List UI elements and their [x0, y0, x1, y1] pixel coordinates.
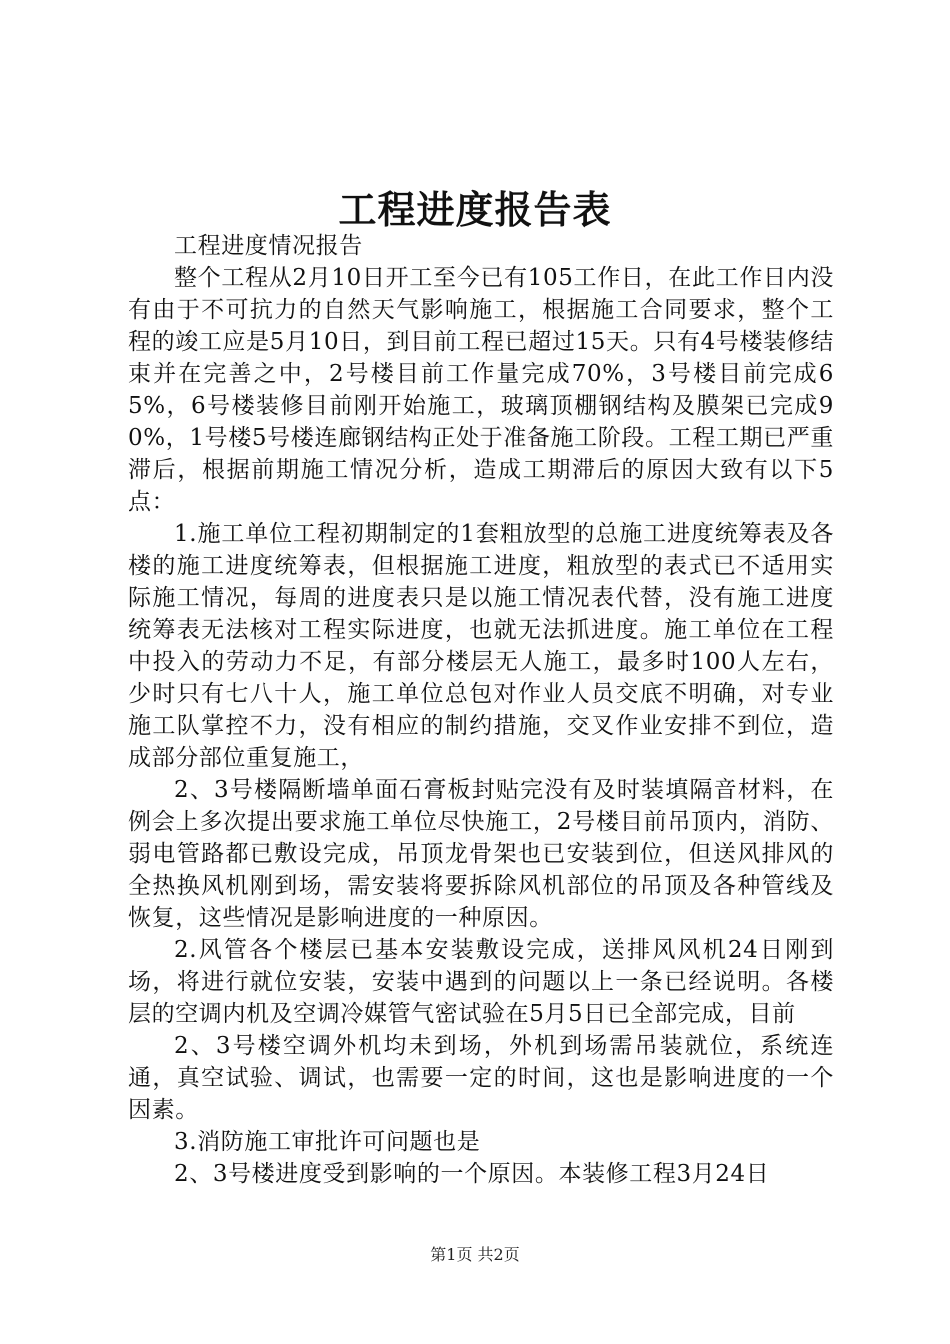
page-number: 第1页 共2页	[430, 1245, 520, 1264]
paragraph: 整个工程从2月10日开工至今已有105工作日，在此工作日内没有由于不可抗力的自然天气影响施工，根据施工合同要求，整个工程的竣工应是5月10日，到目前工程已超过15天。只有4号楼装修结束并在完善之中，2号楼目前工作量完成70%，3号楼目前完成65%，6号楼装修目前刚开始施工，玻璃顶棚钢结构及膜架已完成90%，1号楼5号楼连廊钢结构正处于准备施工阶段。工程工期已严重滞后，根据前期施工情况分析，造成工期滞后的原因大致有以下5点：	[128, 265, 834, 515]
page-title: 工程进度报告表	[338, 187, 612, 232]
paragraph: 2.风管各个楼层已基本安装敷设完成，送排风风机24日刚到场，将进行就位安装，安装中遇到的问题以上一条已经说明。各楼层的空调内机及空调冷媒管气密试验在5月5日已全部完成，目前	[128, 937, 834, 1027]
paragraph: 工程进度情况报告	[174, 233, 363, 259]
document-body	[128, 230, 834, 1190]
paragraph: 3.消防施工审批许可问题也是	[174, 1129, 481, 1155]
paragraph: 1.施工单位工程初期制定的1套粗放型的总施工进度统筹表及各楼的施工进度统筹表，但根据施工进度，粗放型的表式已不适用实际施工情况，每周的进度表只是以施工情况表代替，没有施工进度统筹表无法核对工程实际进度，也就无法抓进度。施工单位在工程中投入的劳动力不足，有部分楼层无人施工，最多时100人左右，少时只有七八十人，施工单位总包对作业人员交底不明确，对专业施工队掌控不力，没有相应的制约措施，交叉作业安排不到位，造成部分部位重复施工，	[128, 521, 834, 771]
paragraph: 2、3号楼进度受到影响的一个原因。本装修工程3月24日	[174, 1161, 770, 1187]
paragraph: 2、3号楼隔断墙单面石膏板封贴完没有及时装填隔音材料，在例会上多次提出要求施工单位尽快施工，2号楼目前吊顶内，消防、弱电管路都已敷设完成，吊顶龙骨架也已安装到位，但送风排风的全热换风机刚到场，需安装将要拆除风机部位的吊顶及各种管线及恢复，这些情况是影响进度的一种原因。	[128, 777, 834, 931]
paragraph: 2、3号楼空调外机均未到场，外机到场需吊装就位，系统连通，真空试验、调试，也需要一定的时间，这也是影响进度的一个因素。	[128, 1033, 834, 1123]
